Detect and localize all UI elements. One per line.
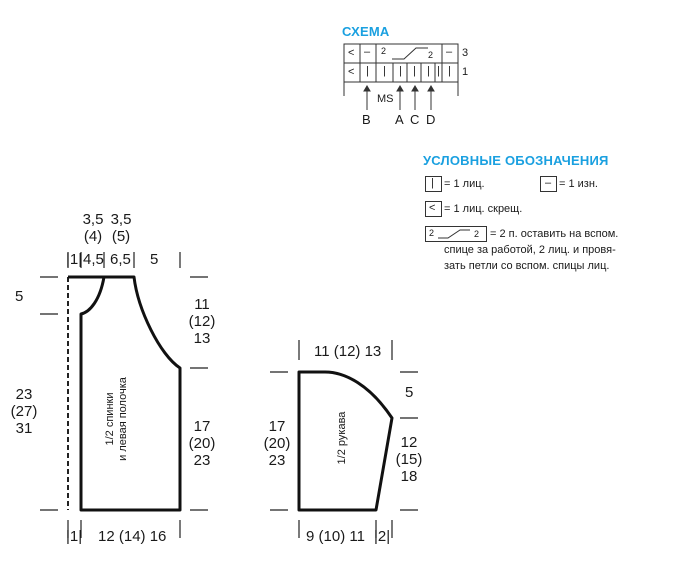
scheme-cell-row1-7: | — [448, 65, 451, 77]
back-top-dim-3: 6,5 — [110, 251, 131, 268]
back-left-top-dim: 5 — [15, 288, 24, 305]
scheme-cell-row3-3: 2 — [428, 50, 434, 60]
scheme-point-d: D — [426, 112, 436, 127]
back-top-dim-1: |1| — [66, 251, 83, 268]
back-top-dim-b: 3,5 (5) — [110, 211, 132, 245]
sleeve-right-top-dim: 5 — [405, 384, 414, 401]
sleeve-top-dim: 11 (12) 13 — [314, 343, 382, 360]
purl-symbol-icon: – — [540, 176, 557, 192]
scheme-cell-row3-1: – — [364, 46, 371, 58]
sleeve-right-side-dim: 12 (15) 18 — [395, 434, 423, 485]
knit-symbol-icon: | — [425, 176, 442, 192]
scheme-cell-row1-2: | — [383, 65, 386, 77]
scheme-cell-row3-4: – — [446, 46, 453, 58]
scheme-cell-row3-0: < — [348, 47, 355, 59]
k2tog-symbol-icon: < — [425, 201, 442, 217]
scheme-cell-row1-0: < — [348, 66, 355, 78]
scheme-cell-row1-5: | — [427, 65, 430, 77]
legend-purl-text: = 1 изн. — [559, 178, 598, 190]
scheme-repeat-label: MS — [377, 93, 394, 105]
scheme-point-b: B — [362, 112, 371, 127]
back-right-side-dim: 17 (20) 23 — [188, 418, 216, 469]
scheme-cell-row1-3: | — [399, 65, 402, 77]
legend-title: УСЛОВНЫЕ ОБОЗНАЧЕНИЯ — [423, 153, 609, 168]
back-schematic-label: 1/2 спинки и левая полочка — [104, 377, 129, 461]
back-bottom-dim-1: |1| — [66, 528, 83, 545]
sleeve-bottom-dim-2: |2| — [374, 528, 391, 545]
scheme-row-label-1: 1 — [462, 66, 469, 78]
legend-cable-line-1: = 2 п. оставить на вспом. — [490, 228, 619, 240]
legend-cable-line-3: зать петли со вспом. спицы лиц. — [444, 260, 610, 272]
scheme-point-a: A — [395, 112, 404, 127]
back-bottom-dim-2: 12 (14) 16 — [98, 528, 167, 545]
scheme-cell-row1-1: | — [366, 65, 369, 77]
back-right-armhole-dim: 11 (12) 13 — [188, 296, 216, 347]
scheme-cell-row3-2: 2 — [381, 46, 387, 56]
back-left-height-dim: 23 (27) 31 — [10, 386, 38, 437]
legend-k2tog-text: = 1 лиц. скрещ. — [444, 203, 523, 215]
cable-symbol-icon: 2 2 — [425, 226, 487, 242]
sleeve-left-dim: 17 (20) 23 — [263, 418, 291, 469]
scheme-cell-row1-4: | — [413, 65, 416, 77]
sleeve-schematic-label: 1/2 рукава — [336, 411, 348, 465]
back-top-dim-4: 5 — [150, 251, 159, 268]
scheme-point-c: C — [410, 112, 420, 127]
scheme-cell-row1-6: | — [437, 65, 440, 77]
back-top-dim-2: 4,5 — [83, 251, 104, 268]
sleeve-bottom-dim-1: 9 (10) 11 — [306, 528, 365, 545]
scheme-row-label-3: 3 — [462, 47, 469, 59]
scheme-title: СХЕМА — [342, 24, 390, 39]
legend-knit-text: = 1 лиц. — [444, 178, 485, 190]
back-top-dim-a: 3,5 (4) — [82, 211, 104, 245]
legend-cable-line-2: спице за работой, 2 лиц. и провя- — [444, 244, 616, 256]
